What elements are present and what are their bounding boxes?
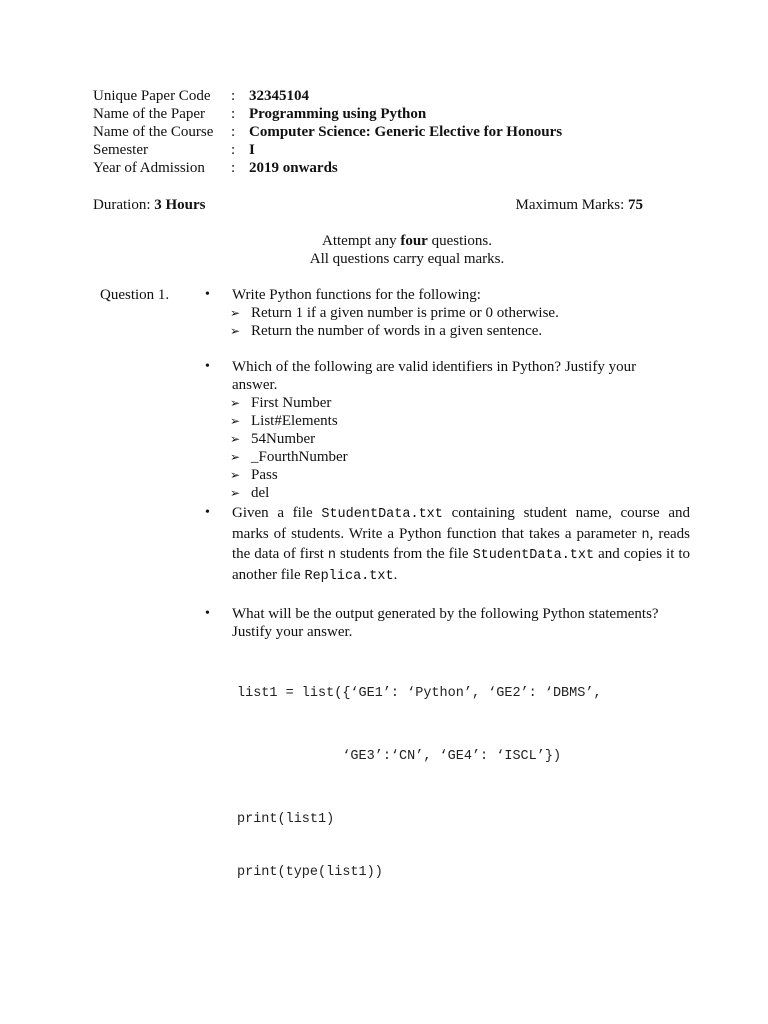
filename-code: StudentData.txt	[472, 548, 595, 563]
info-label: Name of the Course	[93, 124, 214, 140]
arrow-bullet-icon: ➢	[230, 432, 241, 446]
info-colon: :	[231, 106, 236, 122]
info-label: Unique Paper Code	[93, 88, 211, 104]
bullet-icon: •	[205, 359, 210, 374]
instruction-emphasis: four	[400, 233, 428, 249]
code-line: print(type(list1))	[237, 865, 383, 880]
arrow-bullet-icon: ➢	[230, 306, 241, 320]
info-row-course-name	[93, 123, 562, 141]
list-item	[205, 304, 690, 322]
list-item	[205, 412, 690, 430]
info-colon: :	[231, 142, 236, 158]
instruction-text: questions.	[427, 233, 492, 249]
arrow-bullet-icon: ➢	[230, 414, 241, 428]
list-item	[205, 448, 690, 466]
filename-code: StudentData.txt	[321, 507, 443, 522]
arrow-bullet-icon: ➢	[230, 324, 241, 338]
question-part-4	[205, 605, 690, 641]
info-row-paper-code	[93, 87, 562, 105]
instruction-line-2: All questions carry equal marks.	[309, 251, 505, 267]
info-value: I	[249, 142, 255, 158]
question-part-3	[205, 504, 690, 586]
part-text-run: and copies it to another file	[232, 546, 691, 583]
filename-code: Replica.txt	[304, 568, 394, 584]
list-item	[205, 430, 690, 448]
marks-value: 75	[628, 197, 643, 213]
part-text: What will be the output generated by the following Python statements? Justify your answer.	[232, 606, 659, 640]
arrow-bullet-icon: ➢	[230, 396, 241, 410]
info-value: 2019 onwards	[249, 160, 338, 176]
info-row-admission-year	[93, 159, 562, 177]
code-line: list1 = list({‘GE1’: ‘Python’, ‘GE2’: ‘DBMS’,	[237, 686, 602, 701]
arrow-bullet-icon: ➢	[230, 486, 241, 500]
list-item-text: Pass	[251, 467, 278, 483]
info-row-semester	[93, 141, 562, 159]
question-label: Question 1.	[100, 287, 170, 303]
duration-marks-line	[93, 196, 643, 214]
bullet-icon: •	[205, 606, 210, 621]
part-text-run: Given a file	[232, 505, 322, 521]
list-item-text: First Number	[251, 395, 332, 411]
list-item	[205, 484, 690, 502]
duration-label: Duration:	[93, 197, 155, 213]
arrow-bullet-icon: ➢	[230, 468, 241, 482]
info-label: Semester	[93, 142, 148, 158]
instruction-line-1	[0, 232, 768, 250]
question-body	[205, 286, 690, 917]
part-text	[232, 504, 690, 586]
info-label: Year of Admission	[93, 160, 205, 176]
part-text-run: containing student name, course and marks of students. Write a Python function that takes a parameter	[232, 505, 690, 542]
marks-label: Maximum Marks:	[515, 197, 628, 213]
info-value: Programming using Python	[249, 106, 427, 122]
info-value: 32345104	[249, 88, 309, 104]
part-text: Write Python functions for the following:	[232, 287, 481, 303]
part-text-run: students from the file	[336, 546, 473, 562]
code-block	[205, 649, 690, 917]
instructions	[0, 232, 768, 268]
parameter-code: n	[641, 527, 650, 543]
list-item-text: 54Number	[251, 431, 316, 447]
list-item-text: del	[251, 485, 270, 501]
question-part-2	[205, 358, 690, 394]
list-item	[205, 394, 690, 412]
arrow-bullet-icon: ➢	[230, 450, 241, 464]
list-item-text: Return 1 if a given number is prime or 0 otherwise.	[251, 305, 559, 321]
code-line: print(list1)	[237, 812, 335, 827]
info-row-paper-name	[93, 105, 562, 123]
duration-value: 3 Hours	[154, 197, 206, 213]
paper-info	[93, 87, 562, 177]
info-value: Computer Science: Generic Elective for Honours	[249, 124, 563, 140]
list-item	[205, 322, 690, 340]
info-label: Name of the Paper	[93, 106, 206, 122]
bullet-icon: •	[205, 505, 210, 520]
parameter-code: n	[327, 548, 337, 563]
info-colon: :	[231, 88, 236, 104]
info-colon: :	[231, 160, 236, 176]
code-line: ‘GE3’:‘CN’, ‘GE4’: ‘ISCL’})	[237, 749, 562, 764]
list-item	[205, 466, 690, 484]
part-text-run: , reads the data of first	[232, 525, 690, 562]
list-item-text: Return the number of words in a given sentence.	[251, 323, 543, 339]
duration	[93, 196, 206, 214]
maximum-marks	[516, 196, 644, 214]
list-item-text: _FourthNumber	[251, 449, 348, 465]
question-part-1	[205, 286, 690, 304]
info-colon: :	[231, 124, 236, 140]
list-item-text: List#Elements	[251, 413, 338, 429]
bullet-icon: •	[205, 287, 210, 302]
instruction-text: Attempt any	[322, 233, 401, 249]
part-text: Which of the following are valid identifiers in Python? Justify your answer.	[232, 359, 637, 393]
part-text-run: .	[393, 566, 398, 583]
